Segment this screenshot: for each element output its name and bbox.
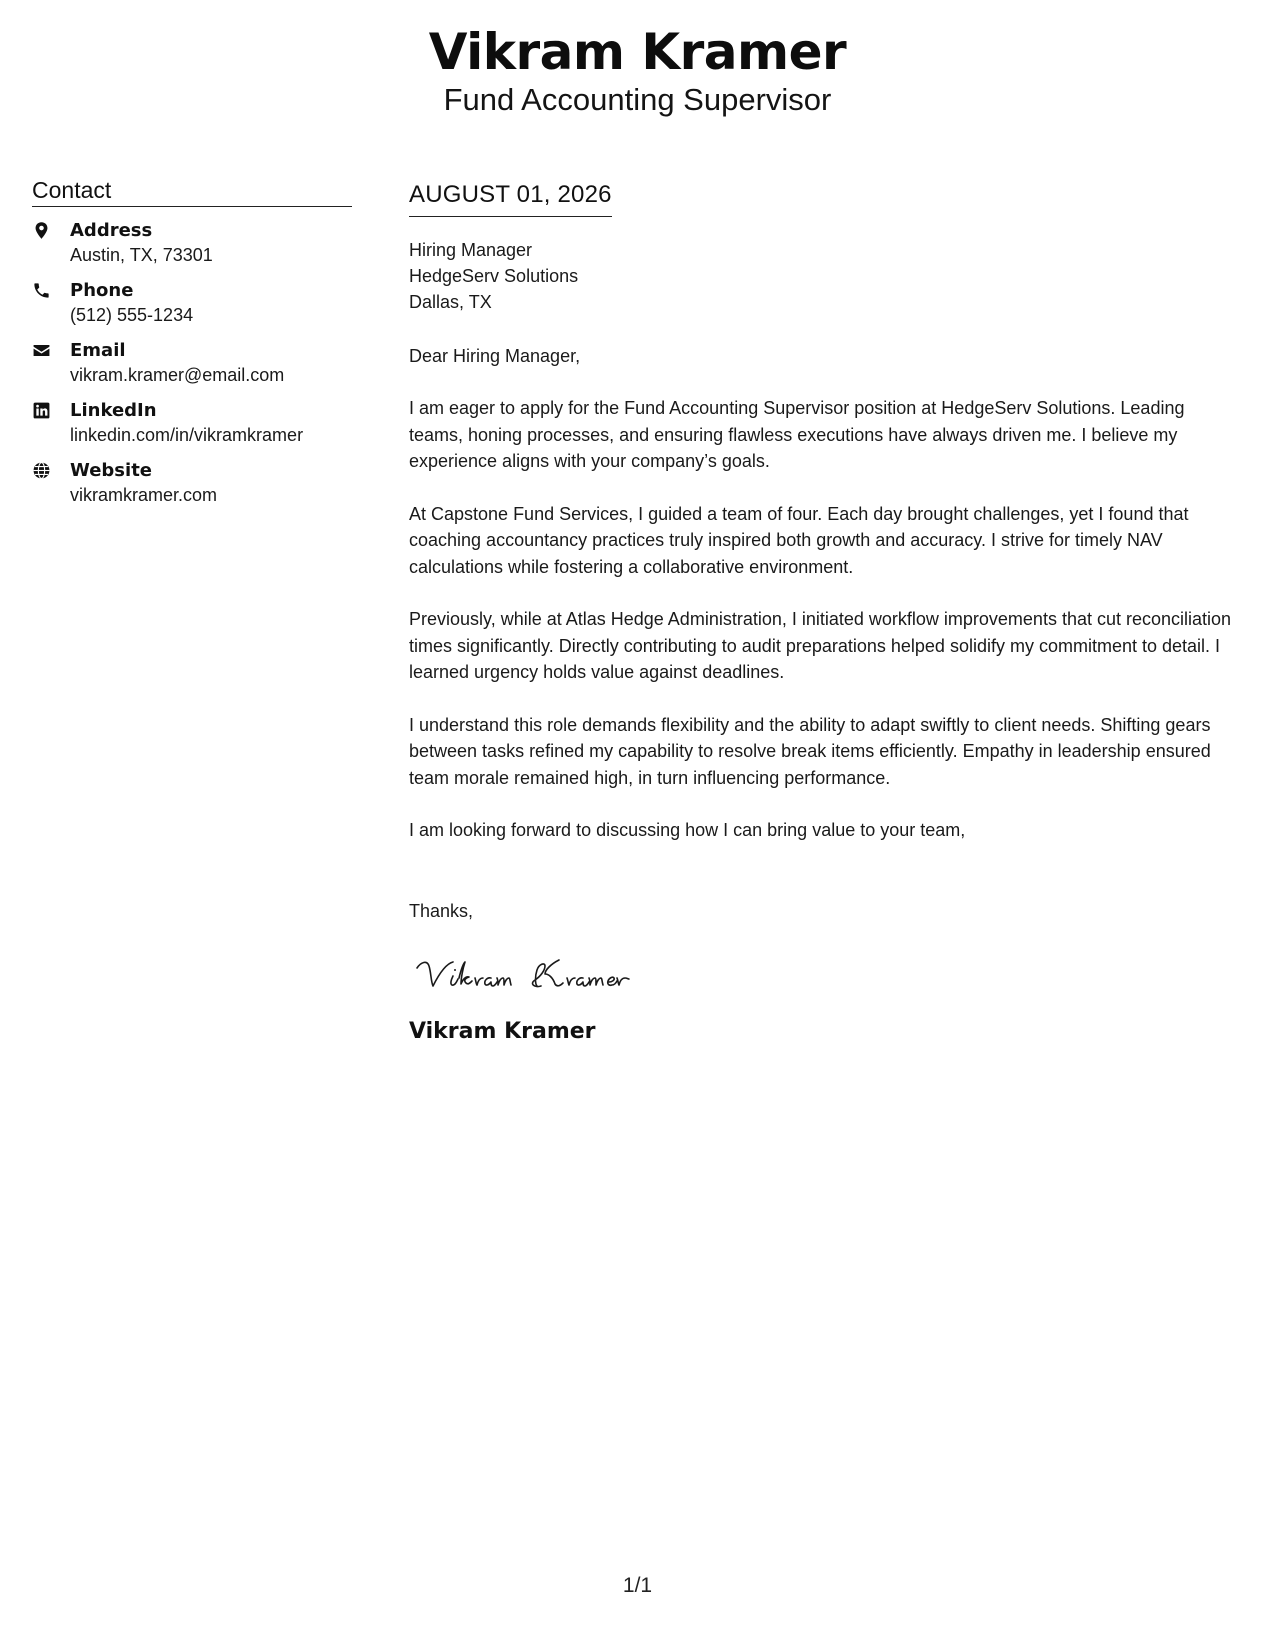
applicant-title: Fund Accounting Supervisor xyxy=(443,82,832,117)
recipient-line: Hiring Manager xyxy=(409,240,533,260)
recipient-line: HedgeServ Solutions xyxy=(409,266,579,286)
contact-item-website xyxy=(32,459,352,508)
letter-paragraph: Previously, while at Atlas Hedge Administration, I initiated workflow improvements that cut reconciliation times significantly. Directly contributing to audit preparations helped solidify my commitment to detail. I learned urgency holds value against deadlines. xyxy=(409,609,1232,682)
contact-label-email: Email xyxy=(70,340,126,361)
contact-value-linkedin[interactable]: linkedin.com/in/vikramkramer xyxy=(70,425,304,445)
contact-item-email xyxy=(32,339,352,388)
contact-label-address: Address xyxy=(70,220,153,241)
contact-heading: Contact xyxy=(32,176,352,207)
envelope-icon xyxy=(32,339,70,360)
contact-value-address: Austin, TX, 73301 xyxy=(70,245,213,265)
contact-item-address xyxy=(32,219,352,268)
applicant-name: Vikram Kramer xyxy=(428,23,847,81)
contact-value-phone[interactable]: (512) 555-1234 xyxy=(70,305,194,325)
letter-paragraph: I am eager to apply for the Fund Accounting Supervisor position at HedgeServ Solutions. Leading teams, honing processes, and ensuring flawless executions have always driven me. I believe my experience aligns with your company’s goals. xyxy=(409,398,1185,471)
phone-icon xyxy=(32,279,70,300)
letter-date: AUGUST 01, 2026 xyxy=(409,180,612,217)
map-pin-icon xyxy=(32,219,70,240)
handwritten-signature xyxy=(409,946,1239,1008)
closing: Thanks, xyxy=(409,900,474,921)
contact-label-linkedin: LinkedIn xyxy=(70,400,157,421)
contact-sidebar xyxy=(32,176,352,519)
linkedin-icon xyxy=(32,399,70,420)
letter-paragraph: I understand this role demands flexibility and the ability to adapt swiftly to client needs. Shifting gears between tasks refined my capability to resolve break items efficiently. Empathy in leadership ensured team morale remained high, in turn influencing performance. xyxy=(409,714,1211,788)
letter-header xyxy=(0,22,1275,118)
letter-paragraph: I am looking forward to discussing how I can bring value to your team, xyxy=(409,820,966,840)
signed-name: Vikram Kramer xyxy=(409,1018,596,1044)
recipient-block xyxy=(409,237,1239,315)
recipient-line: Dallas, TX xyxy=(409,292,492,312)
page-number: 1/1 xyxy=(622,1574,653,1597)
contact-value-email[interactable]: vikram.kramer@email.com xyxy=(70,365,285,385)
contact-label-phone: Phone xyxy=(70,280,134,301)
letter-body xyxy=(409,180,1239,1046)
globe-icon xyxy=(32,459,70,480)
salutation: Dear Hiring Manager, xyxy=(409,346,581,366)
letter-paragraph: At Capstone Fund Services, I guided a team of four. Each day brought challenges, yet I found that coaching accountancy practices truly inspired both growth and accuracy. I strive for timely NAV calculations while fostering a collaborative environment. xyxy=(409,503,1189,577)
contact-item-phone xyxy=(32,279,352,328)
contact-value-website[interactable]: vikramkramer.com xyxy=(70,485,218,505)
contact-label-website: Website xyxy=(70,460,153,481)
contact-item-linkedin xyxy=(32,399,352,448)
